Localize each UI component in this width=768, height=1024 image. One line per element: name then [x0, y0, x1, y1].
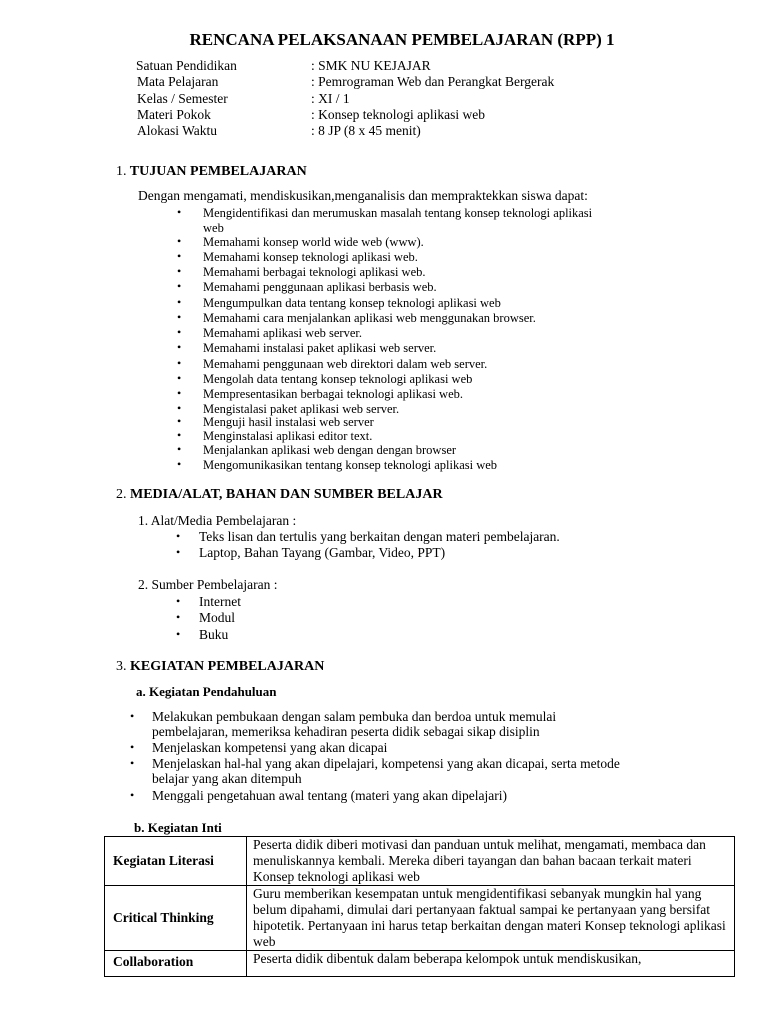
list-item: Menguji hasil instalasi web server — [203, 415, 374, 429]
list-item: Laptop, Bahan Tayang (Gambar, Video, PPT) — [199, 545, 446, 560]
list-item-continuation: pembelajaran, memeriksa kehadiran peserta didik sebagai sikap disiplin — [152, 724, 540, 739]
bullet-icon: • — [176, 545, 181, 559]
list-item: Mempresentasikan berbagai teknologi aplikasi web. — [203, 387, 463, 401]
bullet-icon: • — [177, 356, 182, 370]
table-row — [105, 886, 735, 951]
section-heading-text: MEDIA/ALAT, BAHAN DAN SUMBER BELAJAR — [130, 487, 443, 502]
identity-value: : XI / 1 — [311, 91, 350, 106]
identity-label: Alokasi Waktu — [137, 123, 218, 138]
list-item: Mengolah data tentang konsep teknologi aplikasi web — [203, 372, 473, 386]
section-heading-media — [116, 487, 443, 503]
bullet-icon: • — [176, 594, 181, 608]
bullet-icon: • — [177, 325, 182, 339]
identity-label: Kelas / Semester — [137, 91, 228, 106]
list-item: Memahami penggunaan web direktori dalam web server. — [203, 357, 488, 371]
bullet-icon: • — [177, 442, 182, 456]
list-item: Melakukan pembukaan dengan salam pembuka dan berdoa untuk memulai — [152, 709, 557, 724]
bullet-icon: • — [177, 371, 182, 385]
bullet-icon: • — [177, 205, 182, 219]
bullet-icon: • — [130, 788, 135, 802]
list-item: Buku — [199, 627, 229, 642]
bullet-icon: • — [130, 740, 135, 754]
identity-value: : 8 JP (8 x 45 menit) — [311, 123, 421, 138]
bullet-icon: • — [177, 295, 182, 309]
list-item: Internet — [199, 594, 241, 609]
alat-title: 1. Alat/Media Pembelajaran : — [138, 513, 297, 528]
bullet-icon: • — [176, 529, 181, 543]
table-row — [105, 837, 735, 886]
bullet-icon: • — [177, 457, 182, 471]
bullet-icon: • — [177, 428, 182, 442]
table-cell-text: Guru memberikan kesempatan untuk mengidentifikasi sebanyak mungkin hal yang belum dipahami, dimulai dari pertanyaan faktual sampai ke pertanyaan yang bersifat hipotetik. Pertanyaan ini harus tetap berkaitan dengan materi Konsep teknologi aplikasi web — [247, 886, 735, 951]
list-item: Memahami instalasi paket aplikasi web server. — [203, 341, 437, 355]
section-number: 3. — [116, 659, 127, 674]
list-item: Memahami konsep world wide web (www). — [203, 235, 424, 249]
bullet-icon: • — [177, 279, 182, 293]
list-item: Mengumpulkan data tentang konsep teknologi aplikasi web — [203, 296, 501, 310]
section-number: 2. — [116, 487, 127, 502]
list-item: Mengidentifikasi dan merumuskan masalah tentang konsep teknologi aplikasi — [203, 206, 593, 220]
pendahuluan-title: a. Kegiatan Pendahuluan — [136, 684, 277, 699]
identity-label: Materi Pokok — [137, 107, 211, 122]
inti-title: b. Kegiatan Inti — [134, 820, 222, 835]
list-item: Menggali pengetahuan awal tentang (materi yang akan dipelajari) — [152, 788, 507, 803]
list-item: Menjalankan aplikasi web dengan dengan browser — [203, 443, 457, 457]
kegiatan-inti-table — [104, 836, 735, 977]
section-number: 1. — [116, 164, 127, 179]
bullet-icon: • — [130, 709, 135, 723]
list-item: Menjelaskan kompetensi yang akan dicapai — [152, 740, 388, 755]
table-cell-label: Collaboration — [105, 951, 247, 977]
section-heading-tujuan — [116, 164, 307, 180]
table-cell-text: Peserta didik diberi motivasi dan panduan untuk melihat, mengamati, membaca dan menuliskannya kembali. Mereka diberi tayangan dan bahan bacaan terkait materi Konsep teknologi aplikasi web — [247, 837, 735, 886]
bullet-icon: • — [176, 627, 181, 641]
bullet-icon: • — [177, 401, 182, 415]
list-item: Menginstalasi aplikasi editor text. — [203, 429, 373, 443]
list-item: Memahami penggunaan aplikasi berbasis web. — [203, 280, 437, 294]
identity-value: : Pemrograman Web dan Perangkat Bergerak — [311, 74, 555, 89]
list-item: Modul — [199, 610, 236, 625]
identity-label: Mata Pelajaran — [137, 74, 219, 89]
list-item-continuation: belajar yang akan ditempuh — [152, 771, 302, 786]
bullet-icon: • — [177, 340, 182, 354]
list-item: Memahami konsep teknologi aplikasi web. — [203, 250, 418, 264]
identity-label: Satuan Pendidikan — [136, 58, 237, 73]
table-cell-label: Kegiatan Literasi — [105, 837, 247, 886]
bullet-icon: • — [177, 386, 182, 400]
bullet-icon: • — [177, 234, 182, 248]
tujuan-intro: Dengan mengamati, mendiskusikan,menganalisis dan mempraktekkan siswa dapat: — [138, 188, 588, 203]
bullet-icon: • — [177, 249, 182, 263]
list-item: Memahami berbagai teknologi aplikasi web. — [203, 265, 426, 279]
list-item: Memahami aplikasi web server. — [203, 326, 362, 340]
document-title: RENCANA PELAKSANAAN PEMBELAJARAN (RPP) 1 — [189, 30, 615, 49]
list-item: Mengomunikasikan tentang konsep teknologi aplikasi web — [203, 458, 498, 472]
bullet-icon: • — [176, 610, 181, 624]
table-row — [105, 951, 735, 977]
section-heading-text: KEGIATAN PEMBELAJARAN — [130, 659, 325, 674]
bullet-icon: • — [177, 414, 182, 428]
bullet-icon: • — [130, 756, 135, 770]
bullet-icon: • — [177, 264, 182, 278]
sumber-title: 2. Sumber Pembelajaran : — [138, 577, 278, 592]
table-cell-text: Peserta didik dibentuk dalam beberapa kelompok untuk mendiskusikan, — [247, 951, 735, 977]
bullet-icon: • — [177, 310, 182, 324]
list-item-continuation: web — [203, 221, 224, 235]
section-heading-kegiatan — [116, 659, 324, 675]
list-item: Mengistalasi paket aplikasi web server. — [203, 402, 400, 416]
list-item: Menjelaskan hal-hal yang akan dipelajari, kompetensi yang akan dicapai, serta metode — [152, 756, 620, 771]
identity-value: : SMK NU KEJAJAR — [311, 58, 431, 73]
list-item: Teks lisan dan tertulis yang berkaitan dengan materi pembelajaran. — [199, 529, 560, 544]
identity-value: : Konsep teknologi aplikasi web — [311, 107, 485, 122]
table-cell-label: Critical Thinking — [105, 886, 247, 951]
section-heading-text: TUJUAN PEMBELAJARAN — [129, 164, 307, 179]
list-item: Memahami cara menjalankan aplikasi web menggunakan browser. — [203, 311, 536, 325]
